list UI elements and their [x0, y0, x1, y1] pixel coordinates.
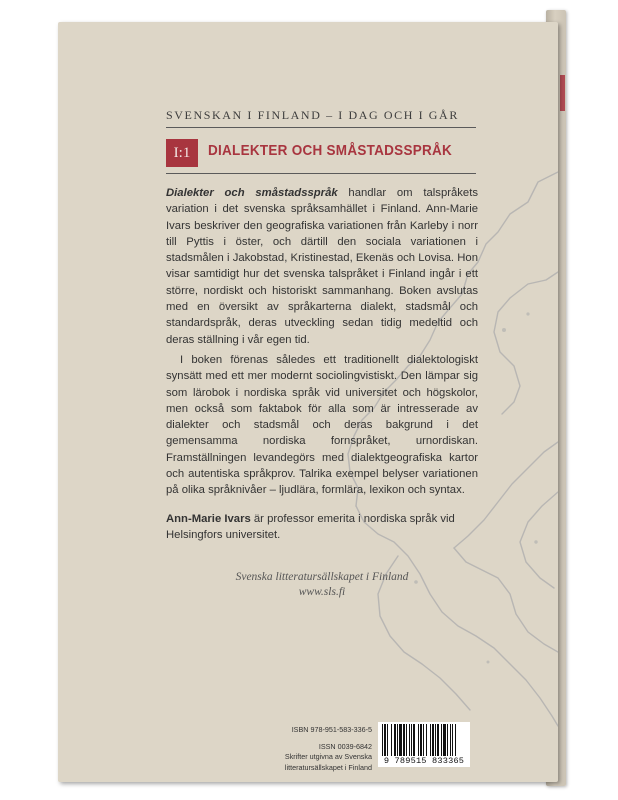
- barcode-bar: [399, 724, 402, 756]
- barcode-bar: [447, 724, 448, 756]
- barcode-bar: [452, 724, 453, 756]
- barcode-bar: [384, 724, 386, 756]
- publisher-url: www.sls.fi: [298, 586, 346, 598]
- author-bio: [166, 511, 478, 544]
- volume-badge: I:1: [166, 139, 198, 167]
- description-paragraph-2: I boken förenas således ett traditionellt dialektologiskt synsätt med ett mer modernt sociolingvistiskt. Den lämpar sig som lärobok i nordiska språk vid universitet och högskolor, men också som faktabok för alla som är intresserade av dialekter och stadsmål och deras bakgrund i det gemensamma nordiska fornspråket, urnordiskan. Framställningen levandegörs med dialektgeografiska kartor och autentiska språkprov. Talrika exempel belyser variationen på olika språknivåer – ljudlära, formlära, lexikon och syntax.: [166, 353, 478, 497]
- series-line-1: Skrifter utgivna av Svenska: [284, 752, 372, 762]
- author-name: Ann-Marie Ivars: [166, 512, 251, 525]
- series-line-2: litteratursällskapet i Finland: [284, 762, 372, 772]
- barcode-bar: [382, 724, 383, 756]
- barcode-bar: [435, 724, 436, 756]
- barcode-bar: [413, 724, 415, 756]
- barcode-bar: [437, 724, 439, 756]
- barcode: [378, 722, 470, 767]
- barcode-bar: [420, 724, 422, 756]
- barcode-bar: [450, 724, 451, 756]
- barcode-bar: [409, 724, 410, 756]
- barcode-bar: [432, 724, 434, 756]
- book-back-cover: [58, 22, 558, 782]
- barcode-bar: [418, 724, 419, 756]
- isbn: ISBN 978-951-583-336-5: [291, 725, 372, 734]
- imprint-block: [258, 725, 372, 773]
- book-title: DIALEKTER OCH SMÅSTADSSPRÅK: [208, 142, 453, 159]
- issn: ISSN 0039-6842: [318, 742, 372, 752]
- barcode-bar: [391, 724, 392, 756]
- barcode-bar: [403, 724, 405, 756]
- title-divider: [166, 173, 476, 174]
- barcode-bar: [441, 724, 442, 756]
- barcode-bar: [406, 724, 407, 756]
- barcode-bar: [394, 724, 396, 756]
- barcode-bar: [455, 724, 456, 756]
- barcode-bar: [411, 724, 412, 756]
- author-bio-text: är professor emerita i nordiska språk vid Helsingfors universitet.: [166, 512, 455, 541]
- paragraph-1-text: handlar om talspråkets variation i det svenska språksamhället i Finland. Ann-Marie Ivars beskriver den geografiska variationen från Karleby i norr till Pyttis i öster, och därtill den sociala variationen i stadsmålen i Jakobstad, Kristinestad, Ekenäs och Lovisa. Hon visar samtidigt hur det svenska talspråket i Finland ingår i ett större, nordiskt och historiskt sammanhang. Boken avslutas med en översikt av språkarterna dialekt, stadsmål och standardspråk, deras utveckling sedan tidig medeltid och deras ställning i vår egen tid.: [166, 187, 478, 346]
- barcode-bar: [430, 724, 431, 756]
- barcode-bar: [387, 724, 388, 756]
- barcode-bar: [426, 724, 427, 756]
- barcode-digits: 9 789515 833365: [378, 756, 470, 766]
- publisher-name: Svenska litteratursällskapet i Finland: [235, 571, 409, 583]
- barcode-bar: [397, 724, 398, 756]
- description-paragraph-1: [166, 185, 478, 348]
- barcode-bars: [378, 722, 470, 758]
- barcode-bar: [423, 724, 424, 756]
- series-title: SVENSKAN I FINLAND – I DAG OCH I GÅR: [166, 108, 459, 122]
- barcode-bar: [443, 724, 446, 756]
- description-block: [166, 185, 478, 543]
- publisher-block: [166, 570, 478, 600]
- spine-red-mark: [560, 75, 565, 111]
- book-title-inline: Dialekter och småstadsspråk: [166, 187, 338, 199]
- top-divider: [166, 127, 476, 128]
